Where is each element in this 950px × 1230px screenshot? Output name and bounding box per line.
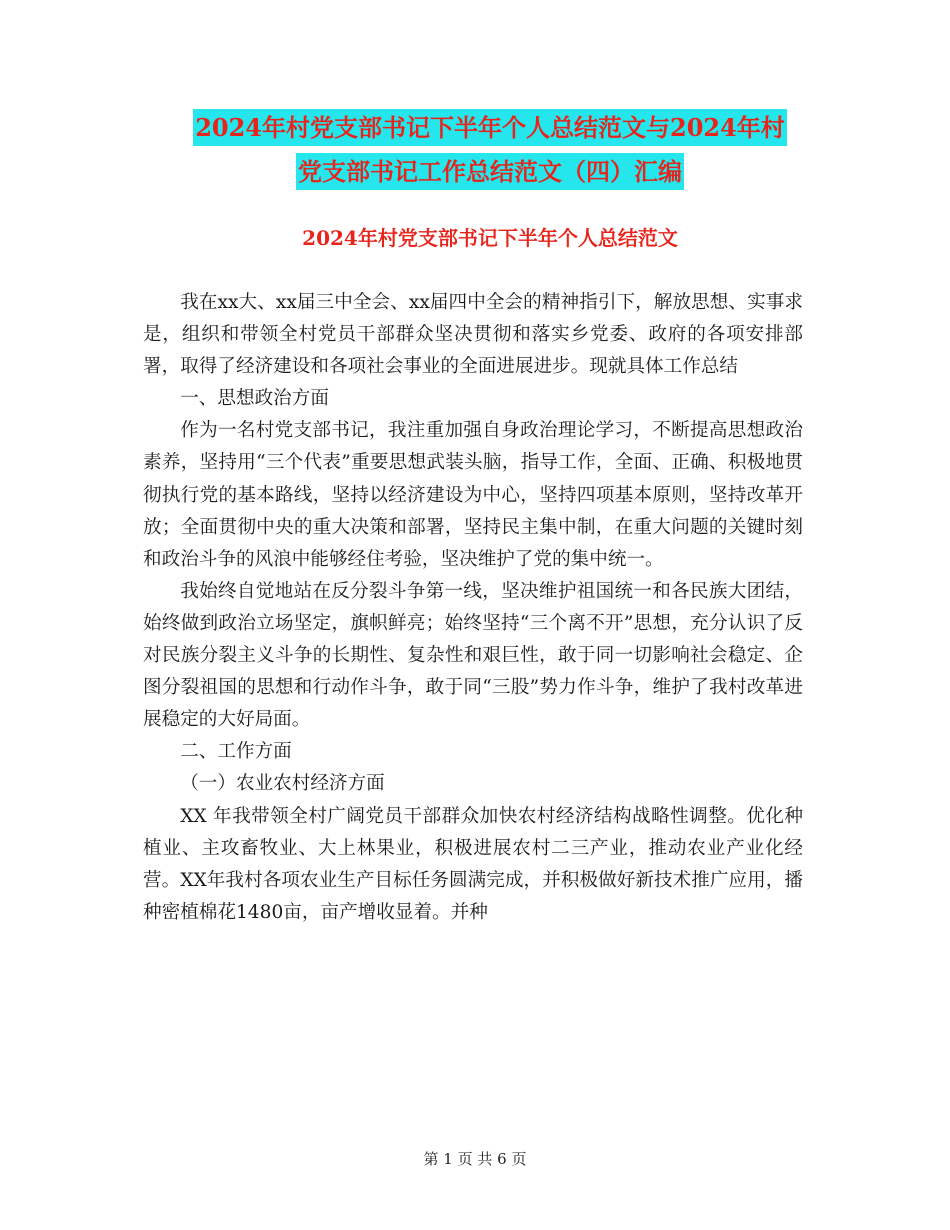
title-line-1: 2024年村党支部书记下半年个人总结范文与2024年村 [193, 109, 787, 146]
paragraph-agriculture: XX 年我带领全村广阔党员干部群众加快农村经济结构战略性调整。优化种植业、主攻畜牧业、大上林果业，积极进展农村二三产业，推动农业产业化经营。XX年我村各项农业生产目标任务圆满完成，并积极做好新技术推广应用，播种密植棉花1480亩，亩产增收显着。并种 [143, 805, 803, 923]
heading-agriculture: （一）农业农村经济方面 [180, 773, 385, 795]
section-title: 2024年村党支部书记下半年个人总结范文 [302, 226, 678, 250]
page-footer: 第 1 页 共 6 页 [423, 1150, 527, 1168]
document-title [140, 106, 840, 194]
paragraph-unity: 我始终自觉地站在反分裂斗争第一线，坚决维护祖国统一和各民族大团结，始终做到政治立场坚定，旗帜鲜亮；始终坚持“三个离不开”思想，充分认识了反对民族分裂主义斗争的长期性、复杂性和艰巨性，敢于同一切影响社会稳定、企图分裂祖国的思想和行动作斗争，敢于同“三股”势力作斗争，维护了我村改革进展稳定的大好局面。 [143, 580, 803, 731]
paragraph-political: 作为一名村党支部书记，我注重加强自身政治理论学习，不断提高思想政治素养，坚持用“三个代表”重要思想武装头脑，指导工作，全面、正确、积极地贯彻执行党的基本路线，坚持以经济建设为中心，坚持四项基本原则，坚持改革开放；全面贯彻中央的重大决策和部署，坚持民主集中制，在重大问题的关键时刻和政治斗争的风浪中能够经住考验，坚决维护了党的集中统一。 [143, 420, 803, 570]
title-line-2: 党支部书记工作总结范文（四）汇编 [296, 153, 684, 190]
document-body [143, 287, 803, 929]
paragraph-intro: 我在xx大、xx届三中全会、xx届四中全会的精神指引下，解放思想、实事求是，组织和带领全村党员干部群众坚决贯彻和落实乡党委、政府的各项安排部署，取得了经济建设和各项社会事业的全面进展进步。现就具体工作总结 [143, 292, 803, 378]
heading-work: 二、工作方面 [180, 741, 292, 763]
heading-political: 一、思想政治方面 [180, 388, 329, 410]
